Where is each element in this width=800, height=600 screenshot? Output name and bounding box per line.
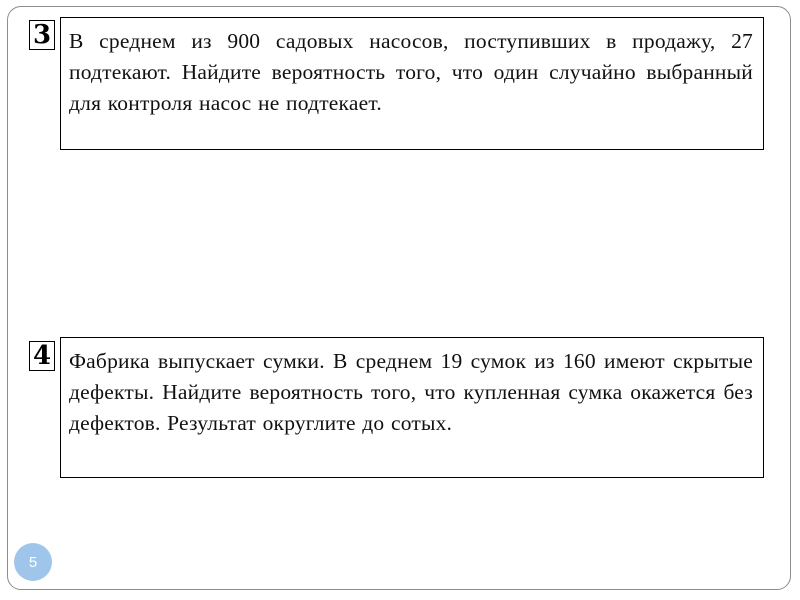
task-4-number: 4: [29, 341, 55, 371]
task-4-text: Фабрика выпускает сумки. В среднем 19 сумок из 160 имеют скрытые дефекты. Найдите вероятность того, что купленная сумка окажется без дефектов. Результат округлите до сотых.: [60, 337, 764, 478]
task-3-number: 3: [29, 20, 55, 50]
task-3-text: В среднем из 900 садовых насосов, поступивших в продажу, 27 подтекают. Найдите вероятность того, что один случайно выбранный для контроля насос не подтекает.: [60, 17, 764, 150]
page-number-badge: 5: [14, 543, 52, 581]
